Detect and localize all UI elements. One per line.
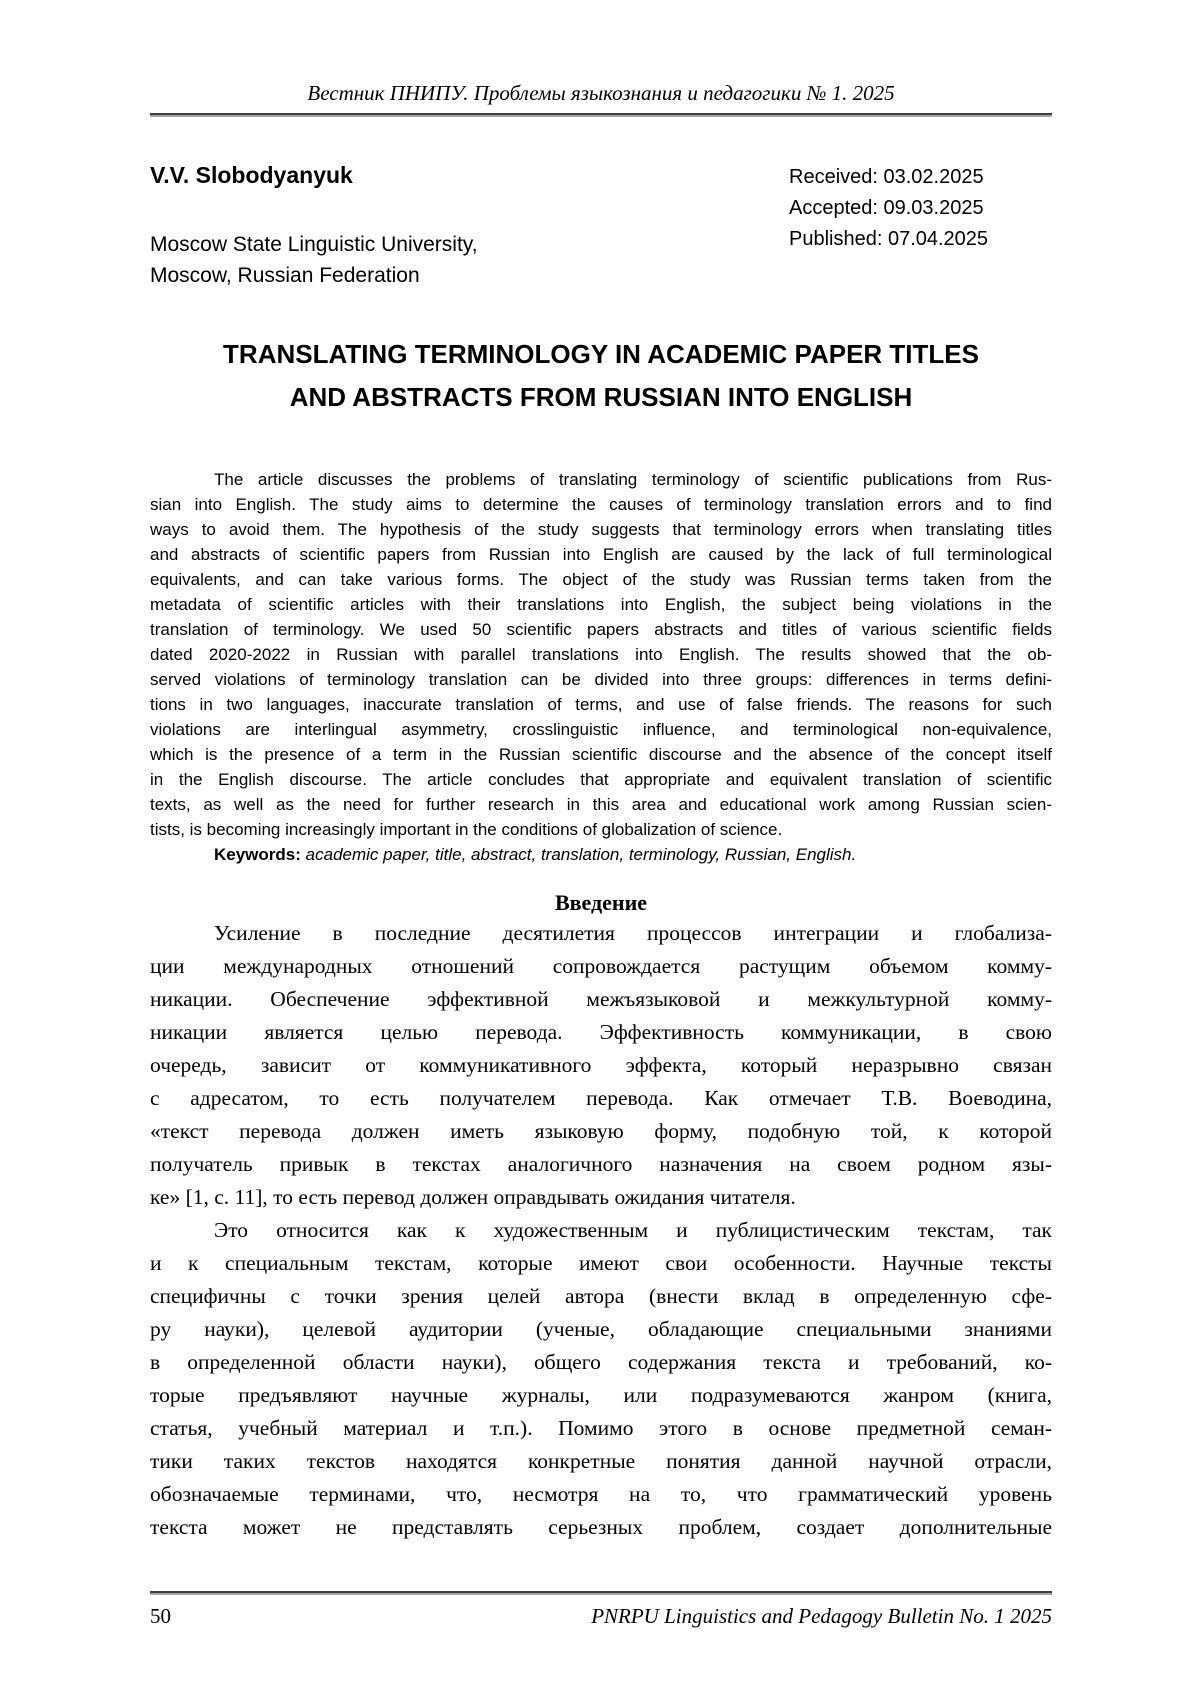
text-line: texts, as well as the need for further research in this area and educational work among Russian scien- xyxy=(150,795,1052,814)
text-line: в определенной области науки), общего содержания текста и требований, ко- xyxy=(150,1350,1052,1374)
text-line: получатель привык в текстах аналогичного назначения на своем родном язы- xyxy=(150,1152,1052,1176)
meta-block xyxy=(150,161,1052,309)
text-line: Усиление в последние десятилетия процессов интеграции и глобализа- xyxy=(214,921,1052,945)
page-footer xyxy=(150,1584,1052,1629)
text-line: очередь, зависит от коммуникативного эффекта, который неразрывно связан xyxy=(150,1053,1052,1077)
author-name: V.V. Slobodyanyuk xyxy=(150,162,353,188)
text-line: статья, учебный материал и т.п.). Помимо этого в основе предметной семан- xyxy=(150,1416,1052,1440)
text-line: специфичны с точки зрения целей автора (внести вклад в определенную сфе- xyxy=(150,1284,1052,1308)
text-line: торые предъявляют научные журналы, или подразумеваются жанром (книга, xyxy=(150,1383,1052,1407)
text-line: никации. Обеспечение эффективной межъязыковой и межкультурной комму- xyxy=(150,987,1052,1011)
keywords-label: Keywords: xyxy=(214,845,301,864)
text-line: The article discusses the problems of translating terminology of scientific publications from Rus- xyxy=(214,470,1052,489)
article-title-line-2: AND ABSTRACTS FROM RUSSIAN INTO ENGLISH xyxy=(289,382,913,412)
footer-journal-title: PNRPU Linguistics and Pedagogy Bulletin No. 1 2025 xyxy=(591,1604,1052,1628)
text-line: violations are interlingual asymmetry, crosslinguistic influence, and terminological non-equivalence, xyxy=(150,720,1052,739)
text-line: and abstracts of scientific papers from Russian into English are caused by the lack of full terminological xyxy=(150,545,1052,564)
text-line: in the English discourse. The article concludes that appropriate and equivalent translation of scientific xyxy=(150,770,1052,789)
text-line: equivalents, and can take various forms. The object of the study was Russian terms taken from the xyxy=(150,570,1052,589)
text-line: ways to avoid them. The hypothesis of the study suggests that terminology errors when translating titles xyxy=(150,520,1052,539)
text-line: dated 2020-2022 in Russian with parallel translations into English. The results showed that the ob- xyxy=(150,645,1052,664)
affiliation-line-2: Moscow, Russian Federation xyxy=(150,264,420,287)
text-line: и к специальным текстам, которые имеют свои особенности. Научные тексты xyxy=(150,1251,1052,1275)
abstract xyxy=(150,467,1052,842)
text-line: metadata of scientific articles with their translations into English, the subject being violations in the xyxy=(150,595,1052,614)
text-line: served violations of terminology translation can be divided into three groups: differences in terms defini- xyxy=(150,670,1052,689)
received-date: Received: 03.02.2025 xyxy=(789,166,984,188)
footer-row xyxy=(150,1603,1052,1629)
text-line: ке» [1, с. 11], то есть перевод должен оправдывать ожидания читателя. xyxy=(150,1185,796,1209)
text-line: translation of terminology. We used 50 scientific papers abstracts and titles of various scientific fields xyxy=(150,620,1052,639)
page-number: 50 xyxy=(150,1604,171,1628)
text-line: никации является целью перевода. Эффективность коммуникации, в свою xyxy=(150,1020,1052,1044)
article-title xyxy=(150,333,1052,419)
affiliation-line-1: Moscow State Linguistic University, xyxy=(150,233,478,256)
paragraph-1 xyxy=(150,917,1052,1214)
running-head: Вестник ПНИПУ. Проблемы языкознания и педагогики № 1. 2025 xyxy=(307,81,895,105)
text-line: sian into English. The study aims to determine the causes of terminology translation errors and to find xyxy=(150,495,1052,514)
footer-rule xyxy=(150,1591,1052,1595)
keywords-line xyxy=(150,842,1052,867)
paragraph-2 xyxy=(150,1214,1052,1544)
article-title-line-1: TRANSLATING TERMINOLOGY IN ACADEMIC PAPER TITLES xyxy=(223,339,979,369)
dates-block xyxy=(789,162,988,255)
text-line: tions in two languages, inaccurate translation of terms, and use of false friends. The reasons for such xyxy=(150,695,1052,714)
text-line: с адресатом, то есть получателем перевода. Как отмечает Т.В. Воеводина, xyxy=(150,1086,1052,1110)
text-line: «текст перевода должен иметь языковую форму, подобную той, к которой xyxy=(150,1119,1052,1143)
header-rule xyxy=(150,113,1052,117)
page-content xyxy=(0,80,1200,1544)
accepted-date: Accepted: 09.03.2025 xyxy=(789,197,984,219)
keywords-text: academic paper, title, abstract, translation, terminology, Russian, English. xyxy=(305,845,857,864)
published-date: Published: 07.04.2025 xyxy=(789,228,989,250)
text-line: тики таких текстов находятся конкретные понятия данной научной отрасли, xyxy=(150,1449,1052,1473)
section-heading-introduction: Введение xyxy=(554,890,648,915)
text-line: текста может не представлять серьезных проблем, создает дополнительные xyxy=(150,1515,1052,1539)
text-line: ции международных отношений сопровождается растущим объемом комму- xyxy=(150,954,1052,978)
text-line: tists, is becoming increasingly important in the conditions of globalization of science. xyxy=(150,820,783,839)
text-line: обозначаемые терминами, что, несмотря на то, что грамматический уровень xyxy=(150,1482,1052,1506)
text-line: which is the presence of a term in the Russian scientific discourse and the absence of the concept itself xyxy=(150,745,1052,764)
text-line: Это относится как к художественным и публицистическим текстам, так xyxy=(214,1218,1052,1242)
text-line: ру науки), целевой аудитории (ученые, обладающие специальными знаниями xyxy=(150,1317,1052,1341)
